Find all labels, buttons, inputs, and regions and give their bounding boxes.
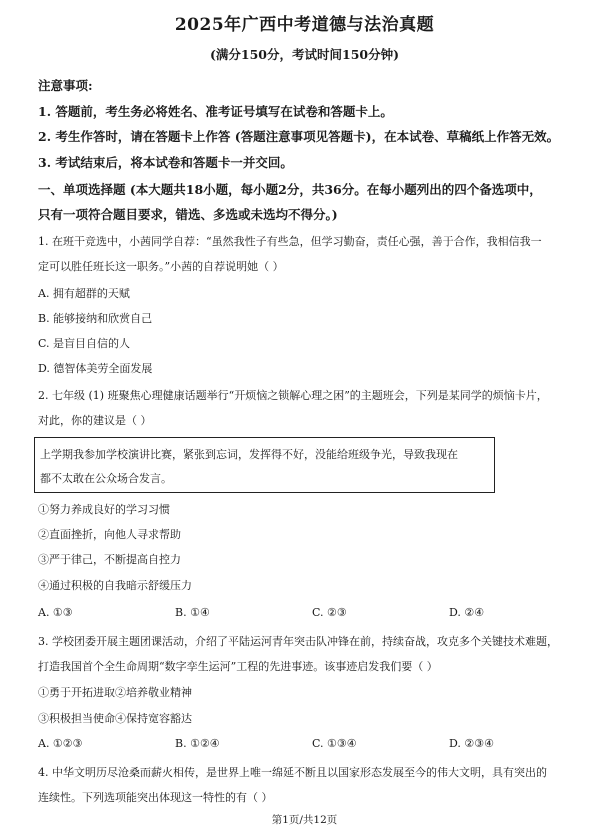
- q2-stem-line1: 2. 七年级 (1) 班聚焦心理健康话题举行“开烦恼之锁解心理之困”的主题班会，下列是某同学的烦恼卡片，: [38, 389, 548, 402]
- q1-option-d: D. 德智体美劳全面发展: [38, 362, 153, 375]
- q3-statements-2: ③积极担当使命④保持宽容豁达: [38, 712, 192, 725]
- q3-statements-1: ①勇于开拓进取②培养敬业精神: [38, 686, 192, 699]
- q2-choice-d: D. ②④: [449, 606, 485, 619]
- section-heading-line2: 只有一项符合题目要求，错选、多选或未选均不得分。): [38, 207, 338, 222]
- q2-statement-2: ②直面挫折，向他人寻求帮助: [38, 528, 181, 541]
- q3-stem-line1: 3. 学校团委开展主题团课活动，介绍了平陆运河青年突击队冲锋在前，持续奋战，攻克多个关键技术难题，: [38, 635, 558, 648]
- q2-statement-4: ④通过积极的自我暗示舒缓压力: [38, 579, 192, 592]
- notes-heading: 注意事项:: [38, 78, 93, 93]
- q3-choice-c: C. ①③④: [312, 737, 357, 750]
- section-heading-line1: 一、单项选择题 (本大题共18小题，每小题2分，共36分。在每小题列出的四个备选项中，: [38, 182, 542, 197]
- q4-stem-line2: 连续性。下列选项能突出体现这一特性的有（ ）: [38, 791, 273, 804]
- q1-option-b: B. 能够接纳和欣赏自己: [38, 312, 153, 325]
- q3-choice-d: D. ②③④: [449, 737, 495, 750]
- q3-choice-b: B. ①②④: [175, 737, 220, 750]
- q2-choice-b: B. ①④: [175, 606, 210, 619]
- q3-choice-a: A. ①②③: [38, 737, 83, 750]
- worry-card: [34, 437, 495, 493]
- q2-stem-line2: 对此，你的建议是（ ）: [38, 414, 152, 427]
- q2-choice-c: C. ②③: [312, 606, 347, 619]
- q2-choices-row: [0, 606, 609, 622]
- worry-card-line2: 都不太敢在公众场合发言。: [40, 472, 172, 485]
- exam-subtitle: (满分150分，考试时间150分钟): [209, 47, 399, 62]
- page-number: 第1页/共12页: [271, 814, 338, 826]
- q1-option-a: A. 拥有超群的天赋: [38, 287, 130, 300]
- q3-choices-row: [0, 737, 609, 753]
- note-item-3: 3. 考试结束后，将本试卷和答题卡一并交回。: [38, 155, 293, 170]
- q2-statement-3: ③严于律己，不断提高自控力: [38, 553, 181, 566]
- page-title: 2025年广西中考道德与法治真题: [174, 15, 435, 35]
- q4-stem-line1: 4. 中华文明历尽沧桑而薪火相传，是世界上唯一绵延不断且以国家形态发展至今的伟大文明，具有突出的: [38, 766, 547, 779]
- q2-statement-1: ①努力养成良好的学习习惯: [38, 503, 170, 516]
- q3-stem-line2: 打造我国首个全生命周期“数字孪生运河”工程的先进事迹。该事迹启发我们要（ ）: [38, 660, 438, 673]
- q1-option-c: C. 是盲目自信的人: [38, 337, 131, 350]
- note-item-1: 1. 答题前，考生务必将姓名、准考证号填写在试卷和答题卡上。: [38, 104, 393, 119]
- note-item-2: 2. 考生作答时，请在答题卡上作答 (答题注意事项见答题卡)，在本试卷、草稿纸上作答无效。: [38, 129, 560, 144]
- q1-stem-line1: 1. 在班干竞选中，小茜同学自荐：“虽然我性子有些急，但学习勤奋，责任心强，善于合作，我相信我一: [38, 235, 542, 248]
- q1-stem-line2: 定可以胜任班长这一职务。”小茜的自荐说明她（ ）: [38, 260, 284, 273]
- q2-choice-a: A. ①③: [38, 606, 73, 619]
- worry-card-line1: 上学期我参加学校演讲比赛，紧张到忘词，发挥得不好，没能给班级争光，导致我现在: [40, 448, 458, 461]
